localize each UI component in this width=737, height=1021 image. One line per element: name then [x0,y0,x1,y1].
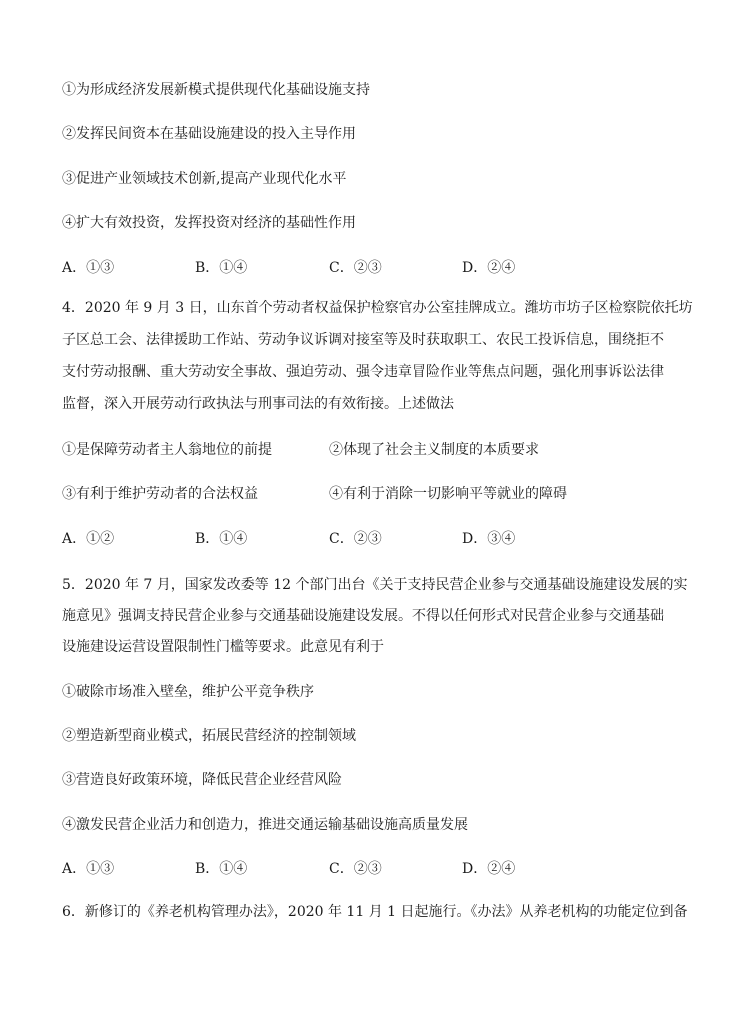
q6-stem-line-1: 6．新修订的《养老机构管理办法》，2020 年 11 月 1 日起施行。《办法》从养老机构的功能定位到备 [62,904,688,920]
q4-statement-2: ②体现了社会主义制度的本质要求 [329,442,539,458]
q5-stem-line-1: 5．2020 年 7 月，国家发改委等 12 个部门出台《关于支持民营企业参与交通基础设施建设发展的实 [62,577,688,593]
q3-statement-2: ②发挥民间资本在基础设施建设的投入主导作用 [62,126,356,142]
q5-option-b: B．①④ [195,861,248,877]
q4-option-a: A．①② [62,531,115,547]
q4-stem-line-1: 4．2020 年 9 月 3 日，山东首个劳动者权益保护检察官办公室挂牌成立。潍坊市坊子区检察院依托坊 [62,300,693,316]
q5-statement-4: ④激发民营企业活力和创造力，推进交通运输基础设施高质量发展 [62,817,468,833]
q3-option-b: B．①④ [195,260,248,276]
q3-option-a: A．①③ [62,260,115,276]
q4-statement-3: ③有利于维护劳动者的合法权益 [62,486,258,502]
q4-option-b: B．①④ [195,531,248,547]
q4-option-d: D．③④ [462,531,516,547]
q4-stem-line-3: 支付劳动报酬、重大劳动安全事故、强迫劳动、强令违章冒险作业等焦点问题，强化刑事诉讼法律 [62,364,664,380]
q5-stem-line-3: 设施建设运营设置限制性门槛等要求。此意见有利于 [62,639,384,655]
q3-option-d: D．②④ [462,260,516,276]
q3-statement-1: ①为形成经济发展新模式提供现代化基础设施支持 [62,82,370,98]
q5-stem-line-2: 施意见》强调支持民营企业参与交通基础设施建设发展。不得以任何形式对民营企业参与交通基础 [62,608,664,624]
q5-statement-3: ③营造良好政策环境，降低民营企业经营风险 [62,772,342,788]
q4-stem-line-4: 监督，深入开展劳动行政执法与刑事司法的有效衔接。上述做法 [62,396,454,412]
q5-option-d: D．②④ [462,861,516,877]
q4-stem-line-2: 子区总工会、法律援助工作站、劳动争议诉调对接室等及时获取职工、农民工投诉信息，围绕拒不 [62,332,664,348]
q4-option-c: C．②③ [329,531,382,547]
q3-option-c: C．②③ [329,260,382,276]
q5-option-c: C．②③ [329,861,382,877]
q3-statement-4: ④扩大有效投资，发挥投资对经济的基础性作用 [62,215,356,231]
q4-statement-1: ①是保障劳动者主人翁地位的前提 [62,442,272,458]
q5-option-a: A．①③ [62,861,115,877]
q3-statement-3: ③促进产业领域技术创新,提高产业现代化水平 [62,171,347,187]
q5-statement-1: ①破除市场准入壁垒，维护公平竞争秩序 [62,684,314,700]
q4-statement-4: ④有利于消除一切影响平等就业的障碍 [329,486,567,502]
q5-statement-2: ②塑造新型商业模式，拓展民营经济的控制领域 [62,728,356,744]
